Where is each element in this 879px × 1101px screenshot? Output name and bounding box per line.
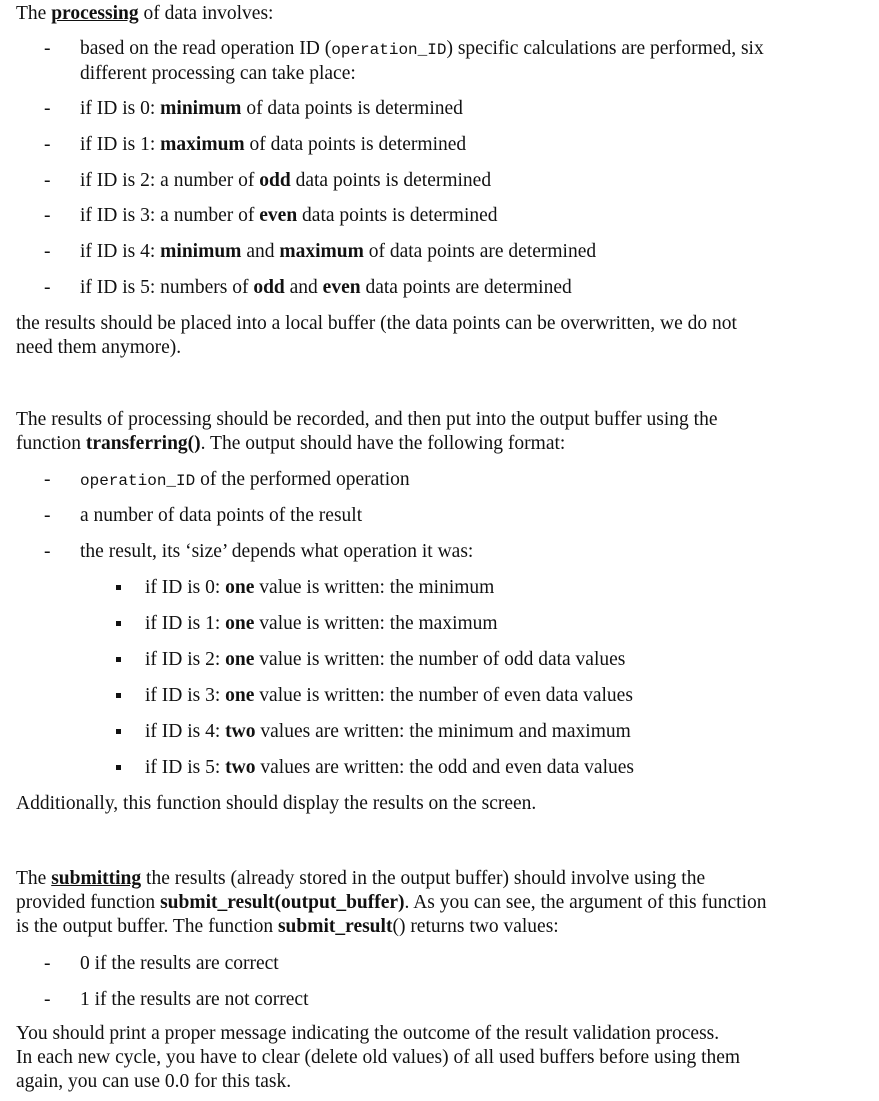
code-operation-id: operation_ID	[331, 41, 447, 59]
final-paragraph: You should print a proper message indicating the outcome of the result validation process. In each new cycle, you have to clear (delete old values) of all used buffers before using them again, you can use 0.0 for this task.	[16, 1023, 741, 1092]
dash-marker: -	[44, 541, 51, 562]
dash-marker: -	[44, 241, 51, 262]
square-bullet-icon	[116, 765, 121, 770]
sub-item-id3: if ID is 3: one value is written: the number of even data values	[0, 684, 879, 708]
sub-item-id0: if ID is 0: one value is written: the minimum	[0, 576, 879, 600]
list-item-id3: - if ID is 3: a number of even data points is determined	[44, 205, 498, 226]
transferring-paragraph: The results of processing should be recorded, and then put into the output buffer using the function transferring(). The output should have the following format:	[16, 409, 718, 454]
sub-item-id4: if ID is 4: two values are written: the minimum and maximum	[0, 720, 879, 744]
submitting-term: submitting	[51, 868, 142, 889]
format-item-operation-id: - operation_ID of the performed operation	[44, 469, 410, 490]
processing-term: processing	[51, 3, 139, 24]
dash-marker: -	[44, 170, 51, 191]
return-value-0: - 0 if the results are correct	[44, 953, 279, 974]
submit-result-function: submit_result	[277, 916, 393, 937]
operation-id-item: - based on the read operation ID (operation_ID) specific calculations are performed, six different processing can take place:	[44, 38, 764, 84]
square-bullet-icon	[116, 585, 121, 590]
dash-marker: -	[44, 205, 51, 226]
list-item-id1: - if ID is 1: maximum of data points is determined	[44, 134, 467, 155]
submit-result-call: submit_result(output_buffer)	[160, 892, 405, 913]
transferring-function: transferring()	[85, 433, 201, 454]
dash-marker: -	[44, 469, 51, 490]
sub-item-id5: if ID is 5: two values are written: the odd and even data values	[0, 756, 879, 780]
format-item-count: - a number of data points of the result	[44, 505, 363, 526]
dash-marker: -	[44, 953, 51, 974]
dash-marker: -	[44, 505, 51, 526]
results-paragraph: the results should be placed into a local buffer (the data points can be overwritten, we do not need them anymore).	[16, 313, 737, 358]
dash-marker: -	[44, 989, 51, 1010]
list-item-id5: - if ID is 5: numbers of odd and even data points are determined	[44, 277, 572, 298]
return-value-1: - 1 if the results are not correct	[44, 989, 309, 1010]
dash-marker: -	[44, 98, 51, 119]
square-bullet-icon	[116, 621, 121, 626]
square-bullet-icon	[116, 729, 121, 734]
code-operation-id: operation_ID	[80, 472, 196, 490]
sub-item-id2: if ID is 2: one value is written: the number of odd data values	[0, 648, 879, 672]
dash-marker: -	[44, 134, 51, 155]
list-item-id0: - if ID is 0: minimum of data points is determined	[44, 98, 463, 119]
dash-marker: -	[44, 38, 51, 59]
submitting-paragraph: The submitting the results (already stored in the output buffer) should involve using the provided function submit_result(output_buffer). As you can see, the argument of this function is the output buffer. The function submit_result() returns two values:	[16, 868, 767, 937]
format-item-result: - the result, its ‘size’ depends what operation it was:	[44, 541, 474, 562]
list-item-id2: - if ID is 2: a number of odd data points is determined	[44, 170, 492, 191]
list-item-id4: - if ID is 4: minimum and maximum of data points are determined	[44, 241, 597, 262]
processing-intro: The processing of data involves:	[16, 3, 274, 24]
sub-item-id1: if ID is 1: one value is written: the maximum	[0, 612, 879, 636]
square-bullet-icon	[116, 657, 121, 662]
additionally-paragraph: Additionally, this function should display the results on the screen.	[16, 793, 537, 814]
dash-marker: -	[44, 277, 51, 298]
square-bullet-icon	[116, 693, 121, 698]
